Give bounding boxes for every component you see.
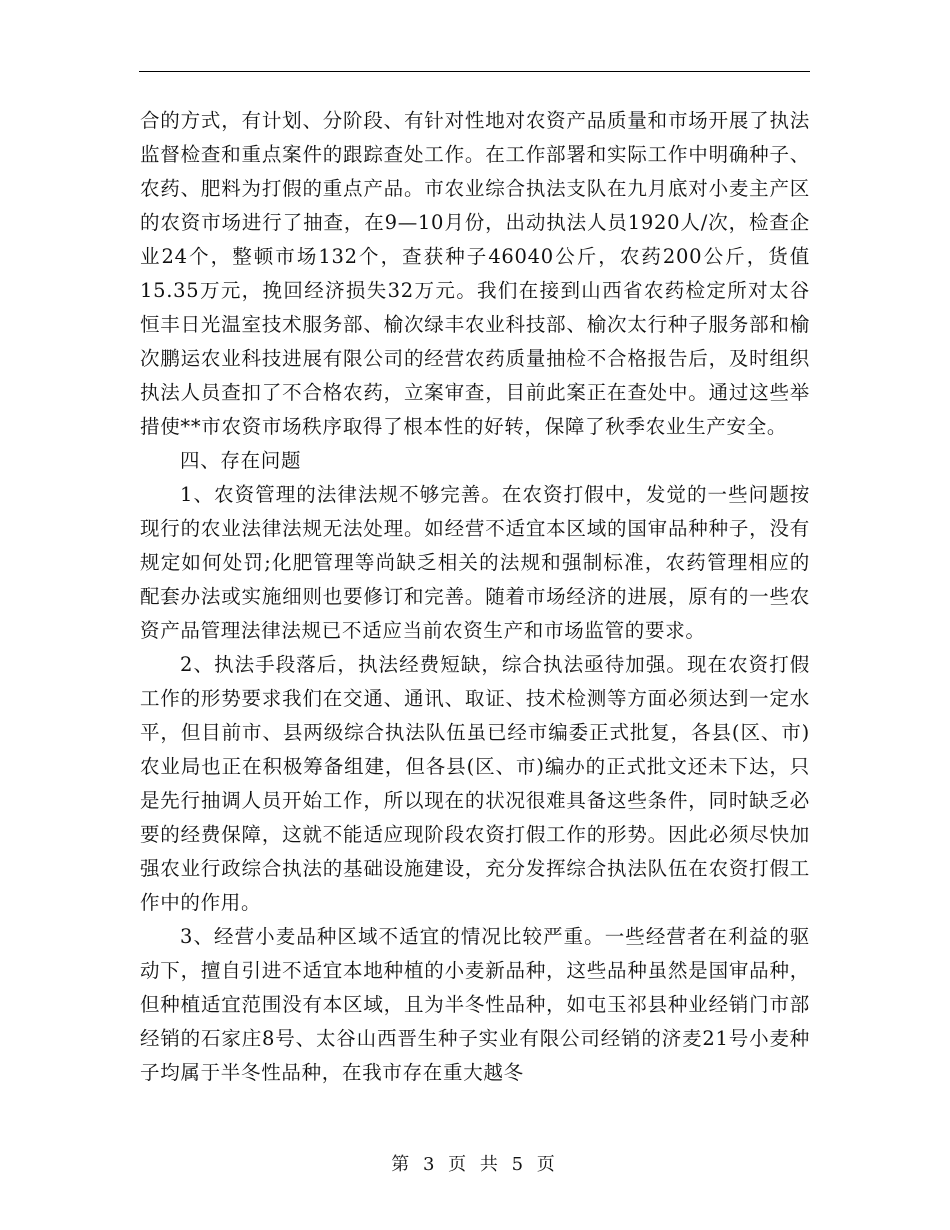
document-body — [140, 104, 810, 1090]
paragraph-issue-2: 2、执法手段落后，执法经费短缺，综合执法亟待加强。现在农资打假工作的形势要求我们在交通、通讯、取证、技术检测等方面必须达到一定水平，但目前市、县两级综合执法队伍虽已经市编委正式批复，各县(区、市)农业局也正在积极筹备组建，但各县(区、市)编办的正式批文还未下达，只是先行抽调人员开始工作，所以现在的状况很难具备这些条件，同时缺乏必要的经费保障，这就不能适应现阶段农资打假工作的形势。因此必须尽快加强农业行政综合执法的基础设施建设，充分发挥综合执法队伍在农资打假工作中的作用。 — [140, 653, 810, 914]
paragraph-issue-1: 1、农资管理的法律法规不够完善。在农资打假中，发觉的一些问题按现行的农业法律法规无法处理。如经营不适宜本区域的国审品种种子，没有规定如何处罚;化肥管理等尚缺乏相关的法规和强制标准，农药管理相应的配套办法或实施细则也要修订和完善。随着市场经济的进展，原有的一些农资产品管理法律法规已不适应当前农资生产和市场监管的要求。 — [140, 483, 810, 642]
paragraph-issue-3: 3、经营小麦品种区域不适宜的情况比较严重。一些经营者在利益的驱动下，擅自引进不适宜本地种植的小麦新品种，这些品种虽然是国审品种，但种植适宜范围没有本区域，且为半冬性品种，如屯玉祁县种业经销门市部经销的石家庄8号、太谷山西晋生种子实业有限公司经销的济麦21号小麦种子均属于半冬性品种，在我市存在重大越冬 — [140, 925, 810, 1084]
page-number-footer: 第 3 页 共 5 页 — [391, 1154, 559, 1175]
header-rule — [139, 71, 810, 72]
paragraph-continuation: 合的方式，有计划、分阶段、有针对性地对农资产品质量和市场开展了执法监督检查和重点案件的跟踪查处工作。在工作部署和实际工作中明确种子、农药、肥料为打假的重点产品。市农业综合执法支队在九月底对小麦主产区的农资市场进行了抽查，在9—10月份，出动执法人员1920人/次，检查企业24个，整顿市场132个，查获种子46040公斤，农药200公斤，货值15.35万元，挽回经济损失32万元。我们在接到山西省农药检定所对太谷恒丰日光温室技术服务部、榆次绿丰农业科技部、榆次太行种子服务部和榆次鹏运农业科技进展有限公司的经营农药质量抽检不合格报告后，及时组织执法人员查扣了不合格农药，立案审查，目前此案正在查处中。通过这些举措使**市农资市场秩序取得了根本性的好转，保障了秋季农业生产安全。 — [140, 109, 810, 438]
section-heading: 四、存在问题 — [180, 449, 302, 472]
